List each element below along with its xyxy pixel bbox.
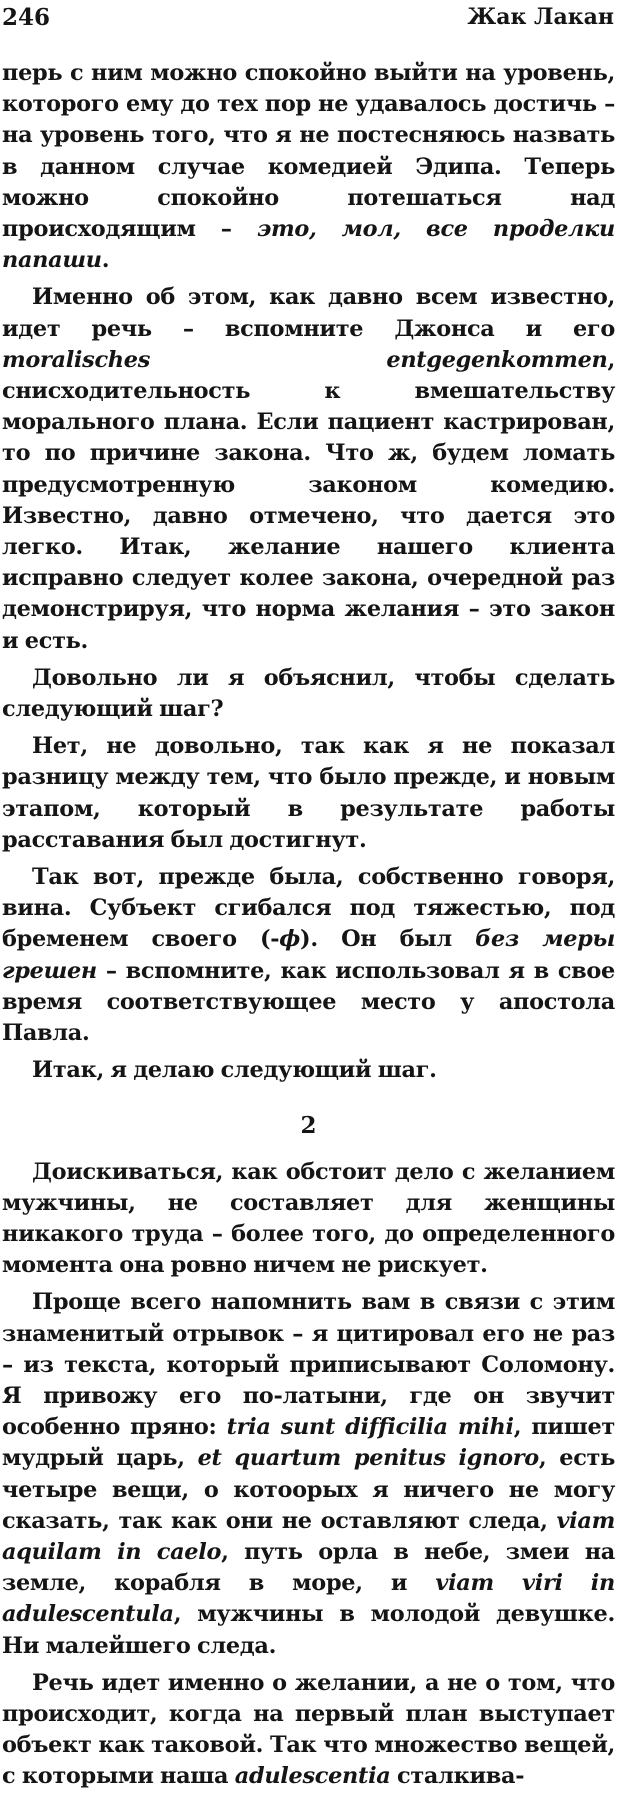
paragraph: Доискиваться, как обстоит дело с желанием мужчины, не составляет для женщины никакого труда – более того, до определенного момента она ровно ничем не рискует.	[2, 1158, 615, 1279]
paragraph: Проще всего напомнить вам в связи с этим знаменитый отрывок – я цитировал его не раз – из текста, который приписывают Соломону. Я привожу его по-латыни, где он звучит особенно пряно: tria sunt difficilia mihi, пишет мудрый царь, et quartum penitus ignoro, есть четыре вещи, о котоорых я ничего не могу сказать, так как они не оставляют следа, viam aquilam in caelo, путь орла в небе, змеи на земле, корабля в море, и viam viri in adulescentula, мужчины в молодой девушке. Ни малейшего следа.	[2, 1289, 615, 1659]
page-header	[0, 0, 620, 40]
paragraph: Итак, я делаю следующий шаг.	[32, 1057, 437, 1084]
body-text	[2, 58, 615, 1793]
paragraph: Довольно ли я объяснил, чтобы сделать следующий шаг?	[2, 664, 615, 723]
running-head: Жак Лакан	[467, 4, 614, 30]
paragraph: Нет, не довольно, так как я не показал разницу между тем, что было прежде, и новым этапом, который в результате работы расставания был достигнут.	[2, 733, 615, 853]
paragraph: Речь идет именно о желании, а не о том, что происходит, когда на первый план выступает объект как таковой. Так что множество вещей, с которыми наша adulescentia сталкива-	[2, 1669, 615, 1790]
paragraph: Так вот, прежде была, собственно говоря, вина. Субъект сгибался под тяжестью, под бременем своего (-ϕ). Он был без меры грешен – вспомните, как использовал я в свое время соответствующее место у апостола Павла.	[2, 864, 615, 1047]
paragraph: Именно об этом, как давно всем известно, идет речь – вспомните Джонса и его moralisches entgegenkommen, снисходительность к вмешательству морального плана. Если пациент кастрирован, то по причине закона. Что ж, будем ломать предусмотренную законом комедию. Известно, давно отмечено, что дается это легко. Итак, желание нашего клиента исправно следует колее закона, очередной раз демонстрируя, что норма желания – это закон и есть.	[2, 284, 615, 654]
paragraph: перь с ним можно спокойно выйти на уровень, которого ему до тех пор не удавалось достичь – на уровень того, что я не постесняюсь назвать в данном случае комедией Эдипа. Теперь можно спокойно потешаться над происходящим – это, мол, все проделки папаши.	[2, 60, 615, 274]
page-number: 246	[2, 4, 51, 31]
section-number: 2	[300, 1111, 317, 1139]
